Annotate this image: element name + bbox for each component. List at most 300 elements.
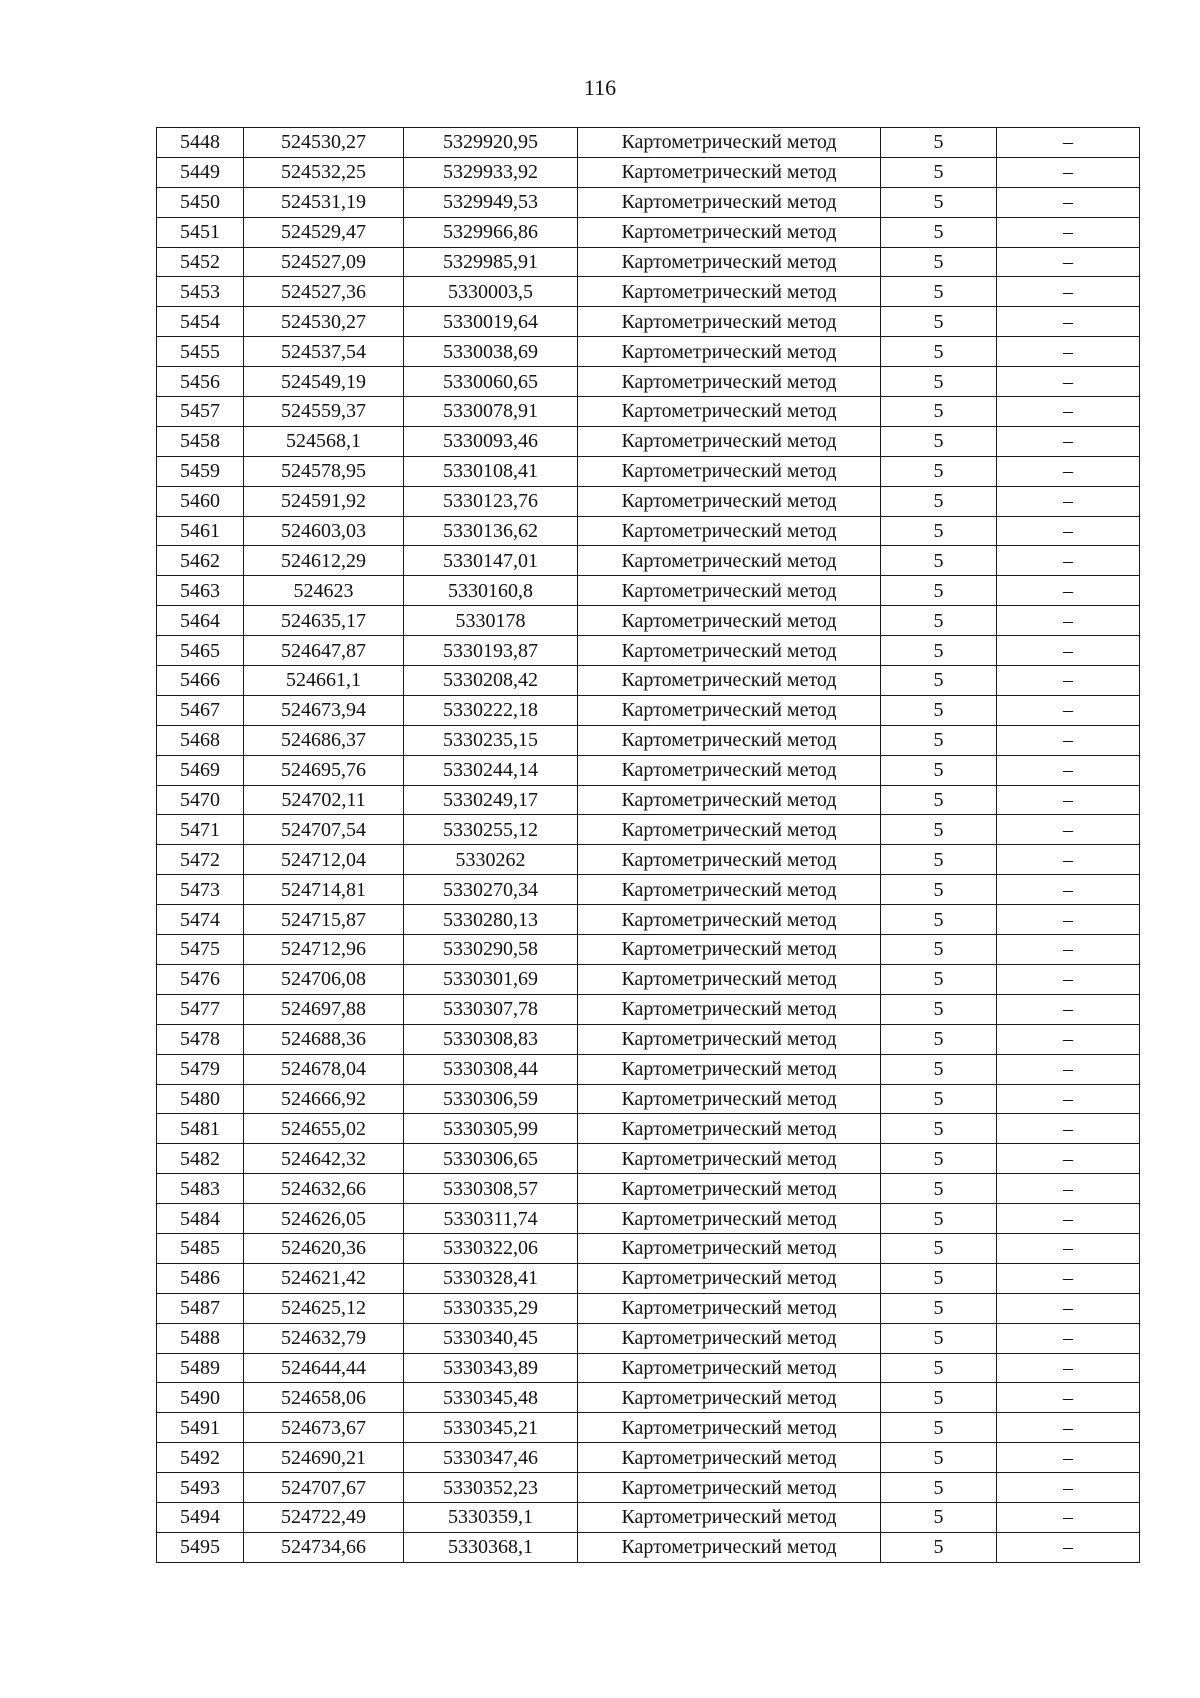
table-row xyxy=(157,187,1140,217)
cell-point: 5477 xyxy=(157,994,244,1024)
cell-method: Картометрический метод xyxy=(578,1323,881,1353)
cell-point: 5463 xyxy=(157,576,244,606)
cell-y: 5330019,64 xyxy=(404,307,578,337)
cell-point: 5483 xyxy=(157,1174,244,1204)
cell-point: 5481 xyxy=(157,1114,244,1144)
table-row xyxy=(157,1293,1140,1323)
cell-x: 524532,25 xyxy=(244,157,404,187)
cell-note: – xyxy=(997,935,1140,965)
cell-note: – xyxy=(997,1174,1140,1204)
cell-y: 5330347,46 xyxy=(404,1443,578,1473)
cell-x: 524625,12 xyxy=(244,1293,404,1323)
cell-accuracy: 5 xyxy=(881,1323,997,1353)
cell-method: Картометрический метод xyxy=(578,516,881,546)
cell-point: 5469 xyxy=(157,755,244,785)
cell-note: – xyxy=(997,516,1140,546)
cell-note: – xyxy=(997,277,1140,307)
cell-accuracy: 5 xyxy=(881,666,997,696)
cell-x: 524621,42 xyxy=(244,1263,404,1293)
cell-method: Картометрический метод xyxy=(578,1502,881,1532)
cell-x: 524697,88 xyxy=(244,994,404,1024)
cell-x: 524644,44 xyxy=(244,1353,404,1383)
cell-y: 5330368,1 xyxy=(404,1532,578,1562)
cell-y: 5330244,14 xyxy=(404,755,578,785)
cell-accuracy: 5 xyxy=(881,397,997,427)
cell-note: – xyxy=(997,1443,1140,1473)
cell-accuracy: 5 xyxy=(881,157,997,187)
cell-note: – xyxy=(997,1413,1140,1443)
cell-note: – xyxy=(997,128,1140,158)
cell-point: 5494 xyxy=(157,1502,244,1532)
cell-method: Картометрический метод xyxy=(578,606,881,636)
table-row xyxy=(157,695,1140,725)
cell-note: – xyxy=(997,1532,1140,1562)
table-row xyxy=(157,905,1140,935)
cell-point: 5482 xyxy=(157,1144,244,1174)
table-row xyxy=(157,755,1140,785)
cell-point: 5457 xyxy=(157,397,244,427)
cell-point: 5480 xyxy=(157,1084,244,1114)
cell-x: 524702,11 xyxy=(244,785,404,815)
cell-method: Картометрический метод xyxy=(578,1473,881,1503)
cell-point: 5471 xyxy=(157,815,244,845)
cell-accuracy: 5 xyxy=(881,1293,997,1323)
cell-accuracy: 5 xyxy=(881,695,997,725)
cell-accuracy: 5 xyxy=(881,1473,997,1503)
cell-x: 524678,04 xyxy=(244,1054,404,1084)
cell-point: 5458 xyxy=(157,426,244,456)
cell-point: 5474 xyxy=(157,905,244,935)
cell-accuracy: 5 xyxy=(881,307,997,337)
cell-x: 524612,29 xyxy=(244,546,404,576)
cell-note: – xyxy=(997,1383,1140,1413)
cell-accuracy: 5 xyxy=(881,845,997,875)
cell-note: – xyxy=(997,217,1140,247)
cell-y: 5330249,17 xyxy=(404,785,578,815)
cell-accuracy: 5 xyxy=(881,426,997,456)
cell-y: 5330322,06 xyxy=(404,1233,578,1263)
cell-note: – xyxy=(997,964,1140,994)
cell-method: Картометрический метод xyxy=(578,1383,881,1413)
cell-method: Картометрический метод xyxy=(578,426,881,456)
cell-method: Картометрический метод xyxy=(578,247,881,277)
cell-accuracy: 5 xyxy=(881,1233,997,1263)
cell-note: – xyxy=(997,1353,1140,1383)
cell-point: 5465 xyxy=(157,636,244,666)
cell-x: 524715,87 xyxy=(244,905,404,935)
cell-method: Картометрический метод xyxy=(578,337,881,367)
table-row xyxy=(157,1084,1140,1114)
table-row xyxy=(157,367,1140,397)
cell-point: 5456 xyxy=(157,367,244,397)
cell-point: 5485 xyxy=(157,1233,244,1263)
table-row xyxy=(157,1323,1140,1353)
cell-x: 524712,96 xyxy=(244,935,404,965)
cell-y: 5330345,21 xyxy=(404,1413,578,1443)
cell-x: 524530,27 xyxy=(244,128,404,158)
table-row xyxy=(157,1144,1140,1174)
cell-accuracy: 5 xyxy=(881,1024,997,1054)
cell-note: – xyxy=(997,785,1140,815)
cell-method: Картометрический метод xyxy=(578,486,881,516)
cell-x: 524734,66 xyxy=(244,1532,404,1562)
cell-accuracy: 5 xyxy=(881,935,997,965)
table-row xyxy=(157,1263,1140,1293)
cell-point: 5475 xyxy=(157,935,244,965)
cell-method: Картометрический метод xyxy=(578,755,881,785)
cell-method: Картометрический метод xyxy=(578,157,881,187)
cell-note: – xyxy=(997,1263,1140,1293)
cell-x: 524673,67 xyxy=(244,1413,404,1443)
cell-accuracy: 5 xyxy=(881,606,997,636)
cell-y: 5330308,44 xyxy=(404,1054,578,1084)
cell-x: 524537,54 xyxy=(244,337,404,367)
cell-point: 5449 xyxy=(157,157,244,187)
cell-x: 524658,06 xyxy=(244,1383,404,1413)
cell-method: Картометрический метод xyxy=(578,1233,881,1263)
cell-point: 5468 xyxy=(157,725,244,755)
cell-note: – xyxy=(997,546,1140,576)
cell-point: 5487 xyxy=(157,1293,244,1323)
cell-method: Картометрический метод xyxy=(578,636,881,666)
cell-note: – xyxy=(997,456,1140,486)
cell-y: 5330123,76 xyxy=(404,486,578,516)
cell-x: 524623 xyxy=(244,576,404,606)
cell-y: 5330345,48 xyxy=(404,1383,578,1413)
cell-note: – xyxy=(997,1054,1140,1084)
cell-y: 5330178 xyxy=(404,606,578,636)
cell-method: Картометрический метод xyxy=(578,397,881,427)
table-row xyxy=(157,128,1140,158)
table-row xyxy=(157,1114,1140,1144)
cell-x: 524666,92 xyxy=(244,1084,404,1114)
cell-method: Картометрический метод xyxy=(578,1084,881,1114)
cell-y: 5330290,58 xyxy=(404,935,578,965)
cell-y: 5330222,18 xyxy=(404,695,578,725)
cell-y: 5330147,01 xyxy=(404,546,578,576)
cell-note: – xyxy=(997,1084,1140,1114)
cell-accuracy: 5 xyxy=(881,905,997,935)
table-row xyxy=(157,546,1140,576)
cell-point: 5484 xyxy=(157,1204,244,1234)
cell-accuracy: 5 xyxy=(881,516,997,546)
cell-accuracy: 5 xyxy=(881,964,997,994)
cell-accuracy: 5 xyxy=(881,277,997,307)
page-number: 116 xyxy=(583,75,617,100)
cell-note: – xyxy=(997,486,1140,516)
table-row xyxy=(157,576,1140,606)
cell-accuracy: 5 xyxy=(881,217,997,247)
cell-method: Картометрический метод xyxy=(578,1174,881,1204)
cell-note: – xyxy=(997,1293,1140,1323)
cell-note: – xyxy=(997,1502,1140,1532)
cell-y: 5330193,87 xyxy=(404,636,578,666)
cell-note: – xyxy=(997,725,1140,755)
cell-note: – xyxy=(997,1024,1140,1054)
cell-note: – xyxy=(997,636,1140,666)
cell-x: 524642,32 xyxy=(244,1144,404,1174)
cell-y: 5330003,5 xyxy=(404,277,578,307)
cell-note: – xyxy=(997,426,1140,456)
cell-point: 5490 xyxy=(157,1383,244,1413)
cell-accuracy: 5 xyxy=(881,636,997,666)
cell-y: 5330343,89 xyxy=(404,1353,578,1383)
cell-method: Картометрический метод xyxy=(578,217,881,247)
cell-y: 5330270,34 xyxy=(404,875,578,905)
cell-y: 5330235,15 xyxy=(404,725,578,755)
table-row xyxy=(157,486,1140,516)
cell-y: 5330280,13 xyxy=(404,905,578,935)
cell-method: Картометрический метод xyxy=(578,1443,881,1473)
cell-y: 5330306,65 xyxy=(404,1144,578,1174)
cell-note: – xyxy=(997,994,1140,1024)
cell-note: – xyxy=(997,187,1140,217)
cell-point: 5470 xyxy=(157,785,244,815)
cell-method: Картометрический метод xyxy=(578,307,881,337)
cell-accuracy: 5 xyxy=(881,1144,997,1174)
cell-point: 5488 xyxy=(157,1323,244,1353)
cell-x: 524549,19 xyxy=(244,367,404,397)
cell-method: Картометрический метод xyxy=(578,785,881,815)
cell-method: Картометрический метод xyxy=(578,1204,881,1234)
cell-y: 5330160,8 xyxy=(404,576,578,606)
cell-note: – xyxy=(997,666,1140,696)
cell-accuracy: 5 xyxy=(881,1084,997,1114)
cell-method: Картометрический метод xyxy=(578,576,881,606)
cell-accuracy: 5 xyxy=(881,1174,997,1204)
cell-x: 524647,87 xyxy=(244,636,404,666)
cell-point: 5473 xyxy=(157,875,244,905)
table-row xyxy=(157,1473,1140,1503)
cell-accuracy: 5 xyxy=(881,576,997,606)
cell-x: 524603,03 xyxy=(244,516,404,546)
cell-point: 5462 xyxy=(157,546,244,576)
cell-method: Картометрический метод xyxy=(578,935,881,965)
cell-x: 524591,92 xyxy=(244,486,404,516)
cell-note: – xyxy=(997,875,1140,905)
cell-point: 5450 xyxy=(157,187,244,217)
table-row xyxy=(157,666,1140,696)
table-row xyxy=(157,1174,1140,1204)
cell-point: 5478 xyxy=(157,1024,244,1054)
cell-method: Картометрический метод xyxy=(578,1114,881,1144)
cell-method: Картометрический метод xyxy=(578,1144,881,1174)
cell-y: 5329949,53 xyxy=(404,187,578,217)
cell-accuracy: 5 xyxy=(881,755,997,785)
cell-method: Картометрический метод xyxy=(578,1532,881,1562)
cell-note: – xyxy=(997,157,1140,187)
cell-method: Картометрический метод xyxy=(578,964,881,994)
cell-point: 5454 xyxy=(157,307,244,337)
cell-y: 5330108,41 xyxy=(404,456,578,486)
cell-y: 5330093,46 xyxy=(404,426,578,456)
cell-note: – xyxy=(997,905,1140,935)
cell-note: – xyxy=(997,755,1140,785)
cell-y: 5329933,92 xyxy=(404,157,578,187)
cell-note: – xyxy=(997,247,1140,277)
table-row xyxy=(157,1233,1140,1263)
cell-y: 5330307,78 xyxy=(404,994,578,1024)
cell-note: – xyxy=(997,397,1140,427)
table-row xyxy=(157,1353,1140,1383)
cell-point: 5459 xyxy=(157,456,244,486)
cell-method: Картометрический метод xyxy=(578,277,881,307)
cell-x: 524530,27 xyxy=(244,307,404,337)
cell-note: – xyxy=(997,695,1140,725)
cell-method: Картометрический метод xyxy=(578,367,881,397)
cell-x: 524712,04 xyxy=(244,845,404,875)
cell-y: 5330335,29 xyxy=(404,1293,578,1323)
table-row xyxy=(157,277,1140,307)
table-row xyxy=(157,397,1140,427)
cell-point: 5467 xyxy=(157,695,244,725)
cell-method: Картометрический метод xyxy=(578,994,881,1024)
cell-accuracy: 5 xyxy=(881,247,997,277)
cell-x: 524632,79 xyxy=(244,1323,404,1353)
table-row xyxy=(157,994,1140,1024)
cell-method: Картометрический метод xyxy=(578,875,881,905)
coordinates-table-body xyxy=(157,128,1140,1563)
table-row xyxy=(157,1413,1140,1443)
cell-note: – xyxy=(997,815,1140,845)
cell-x: 524632,66 xyxy=(244,1174,404,1204)
cell-accuracy: 5 xyxy=(881,1114,997,1144)
cell-x: 524620,36 xyxy=(244,1233,404,1263)
cell-y: 5330078,91 xyxy=(404,397,578,427)
cell-accuracy: 5 xyxy=(881,1353,997,1383)
cell-x: 524714,81 xyxy=(244,875,404,905)
table-row xyxy=(157,247,1140,277)
cell-x: 524559,37 xyxy=(244,397,404,427)
table-row xyxy=(157,964,1140,994)
cell-point: 5460 xyxy=(157,486,244,516)
cell-y: 5330305,99 xyxy=(404,1114,578,1144)
cell-x: 524673,94 xyxy=(244,695,404,725)
cell-accuracy: 5 xyxy=(881,546,997,576)
cell-y: 5330301,69 xyxy=(404,964,578,994)
cell-note: – xyxy=(997,1233,1140,1263)
cell-point: 5466 xyxy=(157,666,244,696)
cell-accuracy: 5 xyxy=(881,1383,997,1413)
cell-point: 5464 xyxy=(157,606,244,636)
table-row xyxy=(157,1054,1140,1084)
table-row xyxy=(157,1502,1140,1532)
cell-accuracy: 5 xyxy=(881,1263,997,1293)
cell-y: 5330060,65 xyxy=(404,367,578,397)
cell-note: – xyxy=(997,606,1140,636)
cell-accuracy: 5 xyxy=(881,1443,997,1473)
table-row xyxy=(157,1204,1140,1234)
cell-x: 524527,36 xyxy=(244,277,404,307)
cell-x: 524688,36 xyxy=(244,1024,404,1054)
cell-x: 524707,54 xyxy=(244,815,404,845)
table-row xyxy=(157,157,1140,187)
table-row xyxy=(157,426,1140,456)
table-row xyxy=(157,845,1140,875)
cell-note: – xyxy=(997,576,1140,606)
table-row xyxy=(157,815,1140,845)
cell-accuracy: 5 xyxy=(881,875,997,905)
cell-x: 524690,21 xyxy=(244,1443,404,1473)
cell-y: 5330262 xyxy=(404,845,578,875)
cell-accuracy: 5 xyxy=(881,815,997,845)
cell-y: 5330136,62 xyxy=(404,516,578,546)
cell-y: 5330038,69 xyxy=(404,337,578,367)
cell-accuracy: 5 xyxy=(881,337,997,367)
cell-x: 524661,1 xyxy=(244,666,404,696)
cell-y: 5330359,1 xyxy=(404,1502,578,1532)
cell-x: 524527,09 xyxy=(244,247,404,277)
cell-accuracy: 5 xyxy=(881,367,997,397)
cell-accuracy: 5 xyxy=(881,486,997,516)
cell-note: – xyxy=(997,337,1140,367)
cell-x: 524722,49 xyxy=(244,1502,404,1532)
cell-x: 524686,37 xyxy=(244,725,404,755)
table-row xyxy=(157,725,1140,755)
cell-point: 5491 xyxy=(157,1413,244,1443)
table-row xyxy=(157,1443,1140,1473)
table-row xyxy=(157,1024,1140,1054)
cell-note: – xyxy=(997,1114,1140,1144)
cell-method: Картометрический метод xyxy=(578,1263,881,1293)
cell-accuracy: 5 xyxy=(881,1054,997,1084)
cell-note: – xyxy=(997,307,1140,337)
cell-y: 5329920,95 xyxy=(404,128,578,158)
cell-y: 5330306,59 xyxy=(404,1084,578,1114)
cell-method: Картометрический метод xyxy=(578,1024,881,1054)
cell-x: 524655,02 xyxy=(244,1114,404,1144)
cell-point: 5461 xyxy=(157,516,244,546)
cell-method: Картометрический метод xyxy=(578,845,881,875)
cell-point: 5448 xyxy=(157,128,244,158)
cell-note: – xyxy=(997,1204,1140,1234)
cell-accuracy: 5 xyxy=(881,1532,997,1562)
cell-x: 524568,1 xyxy=(244,426,404,456)
table-row xyxy=(157,516,1140,546)
cell-method: Картометрический метод xyxy=(578,187,881,217)
table-row xyxy=(157,606,1140,636)
cell-note: – xyxy=(997,845,1140,875)
cell-y: 5330308,83 xyxy=(404,1024,578,1054)
cell-accuracy: 5 xyxy=(881,1204,997,1234)
cell-point: 5455 xyxy=(157,337,244,367)
cell-x: 524626,05 xyxy=(244,1204,404,1234)
coordinates-table xyxy=(156,127,1140,1563)
cell-method: Картометрический метод xyxy=(578,128,881,158)
cell-point: 5495 xyxy=(157,1532,244,1562)
table-row xyxy=(157,636,1140,666)
cell-accuracy: 5 xyxy=(881,725,997,755)
cell-accuracy: 5 xyxy=(881,1502,997,1532)
cell-y: 5330311,74 xyxy=(404,1204,578,1234)
cell-note: – xyxy=(997,1473,1140,1503)
cell-x: 524635,17 xyxy=(244,606,404,636)
cell-point: 5452 xyxy=(157,247,244,277)
cell-x: 524707,67 xyxy=(244,1473,404,1503)
cell-note: – xyxy=(997,1144,1140,1174)
table-row xyxy=(157,875,1140,905)
table-row xyxy=(157,217,1140,247)
cell-point: 5492 xyxy=(157,1443,244,1473)
cell-accuracy: 5 xyxy=(881,1413,997,1443)
cell-accuracy: 5 xyxy=(881,187,997,217)
cell-point: 5453 xyxy=(157,277,244,307)
cell-y: 5329985,91 xyxy=(404,247,578,277)
cell-point: 5493 xyxy=(157,1473,244,1503)
cell-y: 5330308,57 xyxy=(404,1174,578,1204)
cell-y: 5330328,41 xyxy=(404,1263,578,1293)
table-row xyxy=(157,935,1140,965)
